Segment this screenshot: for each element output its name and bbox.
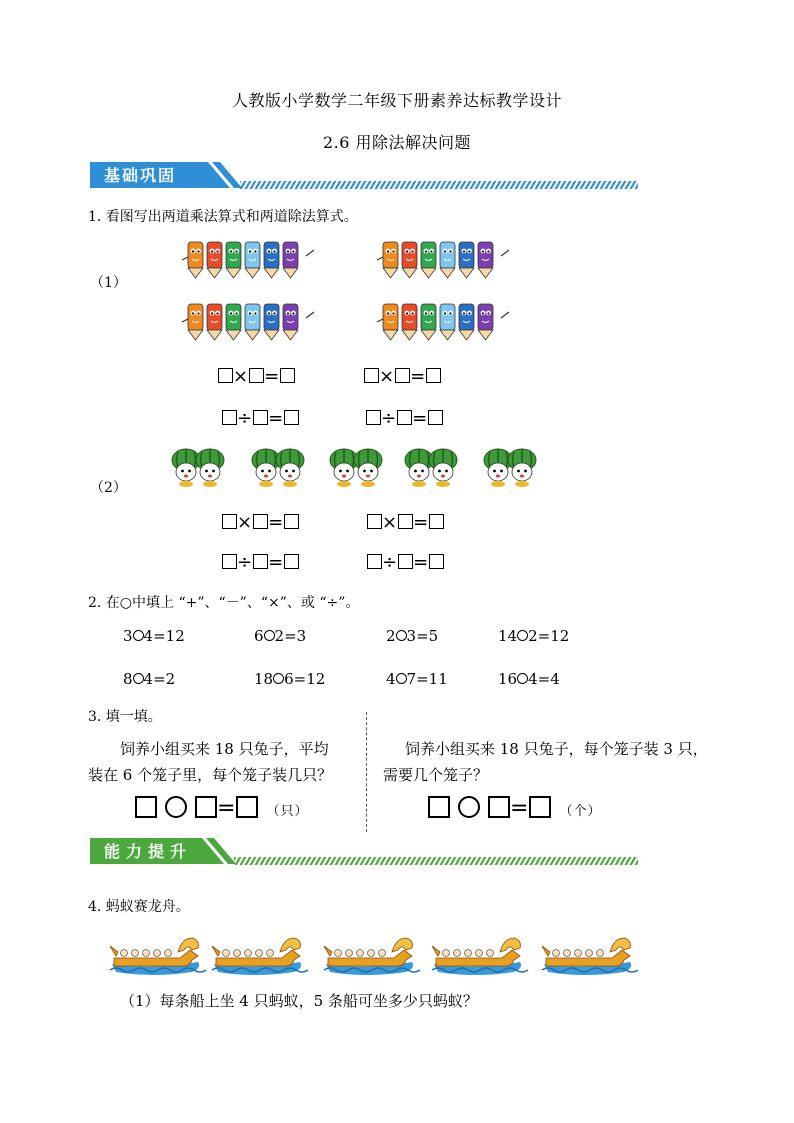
rower-icon	[121, 950, 128, 957]
q3-right-problem-line1: 饲养小组买来 18 只兔子，每个笼子装 3 只，	[405, 740, 708, 758]
section-banner-basic	[90, 162, 640, 192]
answer-box[interactable]	[249, 368, 264, 383]
answer-box[interactable]	[397, 410, 412, 425]
melon-character-icon	[508, 449, 536, 487]
answer-box[interactable]	[366, 410, 381, 425]
pencil-icon	[440, 242, 455, 278]
pencil-icon	[459, 304, 474, 340]
operator-circle[interactable]	[396, 630, 407, 641]
rower-icon	[357, 950, 364, 957]
answer-box[interactable]	[395, 368, 410, 383]
answer-box[interactable]	[429, 554, 444, 569]
melon-character-icon	[354, 449, 382, 487]
melon-characters-icon	[250, 446, 310, 492]
section-title-ability: 能力提升	[104, 842, 193, 861]
operator-circle[interactable]	[517, 630, 528, 641]
operator-circle[interactable]	[273, 673, 284, 684]
answer-box[interactable]	[398, 514, 413, 529]
rower-icon	[586, 950, 593, 957]
question-2-text: 2. 在○中填上 “+”、“－”、“×”、或 “÷”。	[88, 595, 360, 611]
q3-right-problem-line2: 需要几个笼子？	[383, 766, 489, 784]
q1-part1-division-1: ÷ =	[222, 408, 299, 429]
dashed-divider	[366, 712, 367, 832]
melon-character-icon	[484, 449, 512, 487]
pencil-icon	[226, 304, 241, 340]
rower-icon	[597, 950, 604, 957]
melon-character-icon	[196, 449, 224, 487]
q2-exercise	[498, 627, 569, 645]
answer-box[interactable]	[529, 796, 551, 818]
pencil-icon	[402, 304, 417, 340]
rower-icon	[553, 950, 560, 957]
q1-part1-multiplication-2: × =	[364, 366, 441, 387]
rower-icon	[454, 950, 461, 957]
dragon-boat-icon	[540, 928, 640, 976]
answer-box[interactable]	[367, 554, 382, 569]
rower-icon	[379, 950, 386, 957]
q3-left-unit: （只）	[266, 804, 309, 819]
question-1-text: 1. 看图写出两道乘法算式和两道除法算式。	[88, 209, 358, 225]
q2-operand-left: 8	[123, 670, 133, 688]
answer-box[interactable]	[428, 796, 450, 818]
rower-icon	[368, 950, 375, 957]
q1-part1-label: （1）	[90, 275, 127, 291]
q1-part2-division-2: ÷ =	[367, 552, 444, 573]
answer-box[interactable]	[222, 410, 237, 425]
pencil-icon	[402, 242, 417, 278]
rower-icon	[256, 950, 263, 957]
dragon-boat-icon	[430, 928, 530, 976]
pencil-icon	[383, 242, 398, 278]
q2-exercise	[498, 670, 560, 688]
pencil-icon	[383, 304, 398, 340]
answer-box[interactable]	[284, 514, 299, 529]
answer-box[interactable]	[236, 796, 258, 818]
question-4-text: 4. 蚂蚁赛龙舟。	[88, 899, 190, 915]
q1-part2-division-1: ÷ =	[222, 552, 299, 573]
pencils-icon	[180, 238, 320, 280]
answer-box[interactable]	[135, 796, 157, 818]
q2-operand-right: 6=12	[284, 670, 326, 688]
q1-part2-label: （2）	[90, 480, 127, 496]
document-title: 人教版小学数学二年级下册素养达标教学设计	[231, 91, 562, 110]
q2-operand-left: 14	[498, 627, 518, 645]
operator-circle[interactable]	[458, 796, 480, 818]
pencil-icon	[207, 242, 222, 278]
operator-circle[interactable]	[165, 796, 187, 818]
pencil-icon	[245, 304, 260, 340]
rower-icon	[564, 950, 571, 957]
q1-part1-division-2: ÷ =	[366, 408, 443, 429]
rower-icon	[234, 950, 241, 957]
pencil-icon	[478, 242, 493, 278]
operator-circle[interactable]	[264, 630, 275, 641]
melon-character-icon	[252, 449, 280, 487]
operator-circle[interactable]	[396, 673, 407, 684]
pencil-icon	[188, 242, 203, 278]
pencil-icon	[188, 304, 203, 340]
operator-circle[interactable]	[133, 673, 144, 684]
melon-character-icon	[330, 449, 358, 487]
q3-right-unit: （个）	[559, 804, 602, 819]
answer-box[interactable]	[253, 554, 268, 569]
lesson-subtitle: 2.6 用除法解决问题	[322, 133, 472, 152]
q2-exercise	[386, 627, 438, 645]
pencil-icon	[459, 242, 474, 278]
pencil-icon	[226, 242, 241, 278]
q2-operand-left: 18	[254, 670, 274, 688]
q2-exercise	[254, 670, 325, 688]
q2-operand-right: 2=3	[274, 627, 307, 645]
rower-icon	[267, 950, 274, 957]
q2-operand-right: 4=12	[143, 627, 185, 645]
q2-operand-left: 3	[123, 627, 133, 645]
pencil-icon	[440, 304, 455, 340]
pencil-icon	[207, 304, 222, 340]
q1-part2-multiplication-1: × =	[222, 512, 299, 533]
q2-operand-right: 4=2	[143, 670, 176, 688]
operator-circle[interactable]	[133, 630, 144, 641]
pencil-icon	[245, 242, 260, 278]
pencil-icon	[283, 242, 298, 278]
pencil-icon	[478, 304, 493, 340]
answer-box[interactable]	[367, 514, 382, 529]
pencil-icon	[283, 304, 298, 340]
section-banner-ability	[90, 838, 640, 868]
section-title-basic: 基础巩固	[104, 166, 177, 185]
melon-character-icon	[276, 449, 304, 487]
rower-icon	[154, 950, 161, 957]
melon-character-icon	[172, 449, 200, 487]
melon-characters-icon	[328, 446, 388, 492]
rower-icon	[223, 950, 230, 957]
answer-box[interactable]	[428, 410, 443, 425]
rower-icon	[143, 950, 150, 957]
answer-box[interactable]	[218, 368, 233, 383]
q3-left-equation: = （只）	[135, 796, 308, 821]
answer-box[interactable]	[280, 368, 295, 383]
rower-icon	[443, 950, 450, 957]
q2-exercise	[123, 670, 175, 688]
melon-characters-icon	[403, 446, 463, 492]
answer-box[interactable]	[284, 554, 299, 569]
q2-exercise	[123, 627, 185, 645]
answer-box[interactable]	[284, 410, 299, 425]
q2-operand-left: 4	[386, 670, 396, 688]
q1-part2-multiplication-2: × =	[367, 512, 444, 533]
rower-icon	[132, 950, 139, 957]
answer-box[interactable]	[488, 796, 510, 818]
q2-operand-right: 7=11	[406, 670, 448, 688]
rower-icon	[476, 950, 483, 957]
answer-box[interactable]	[222, 554, 237, 569]
answer-box[interactable]	[253, 514, 268, 529]
q2-operand-right: 3=5	[406, 627, 439, 645]
melon-characters-icon	[170, 446, 230, 492]
pencils-icon	[180, 300, 320, 342]
rower-icon	[346, 950, 353, 957]
rower-icon	[465, 950, 472, 957]
rower-icon	[487, 950, 494, 957]
answer-box[interactable]	[426, 368, 441, 383]
rower-icon	[335, 950, 342, 957]
question-4-subquestion-1: （1）每条船上坐 4 只蚂蚁，5 条船可坐多少只蚂蚁？	[120, 992, 478, 1010]
pencils-icon	[375, 238, 515, 280]
answer-box[interactable]	[429, 514, 444, 529]
pencil-icon	[264, 304, 279, 340]
q3-left-problem-line2: 装在 6 个笼子里，每个笼子装几只？	[88, 766, 333, 784]
answer-box[interactable]	[398, 554, 413, 569]
melon-characters-icon	[482, 446, 542, 492]
answer-box[interactable]	[253, 410, 268, 425]
rower-icon	[165, 950, 172, 957]
pencils-icon	[375, 300, 515, 342]
pencil-icon	[421, 242, 436, 278]
melon-character-icon	[429, 449, 457, 487]
answer-box[interactable]	[364, 368, 379, 383]
q1-part1-multiplication-1: × =	[218, 366, 295, 387]
q3-left-problem-line1: 饲养小组买来 18 只兔子，平均	[120, 740, 329, 758]
dragon-boat-icon	[108, 928, 208, 976]
q3-right-equation: = （个）	[428, 796, 601, 821]
operator-circle[interactable]	[517, 673, 528, 684]
q2-operand-right: 2=12	[528, 627, 570, 645]
dragon-boat-icon	[322, 928, 422, 976]
q2-operand-left: 6	[254, 627, 264, 645]
question-3-text: 3. 填一填。	[88, 709, 162, 725]
melon-character-icon	[405, 449, 433, 487]
q2-exercise	[386, 670, 448, 688]
rower-icon	[575, 950, 582, 957]
q2-operand-right: 4=4	[528, 670, 560, 688]
pencil-icon	[421, 304, 436, 340]
q2-operand-left: 16	[498, 670, 518, 688]
answer-box[interactable]	[222, 514, 237, 529]
q2-exercise	[254, 627, 306, 645]
dragon-boat-icon	[210, 928, 310, 976]
pencil-icon	[264, 242, 279, 278]
answer-box[interactable]	[195, 796, 217, 818]
q2-operand-left: 2	[386, 627, 396, 645]
rower-icon	[245, 950, 252, 957]
